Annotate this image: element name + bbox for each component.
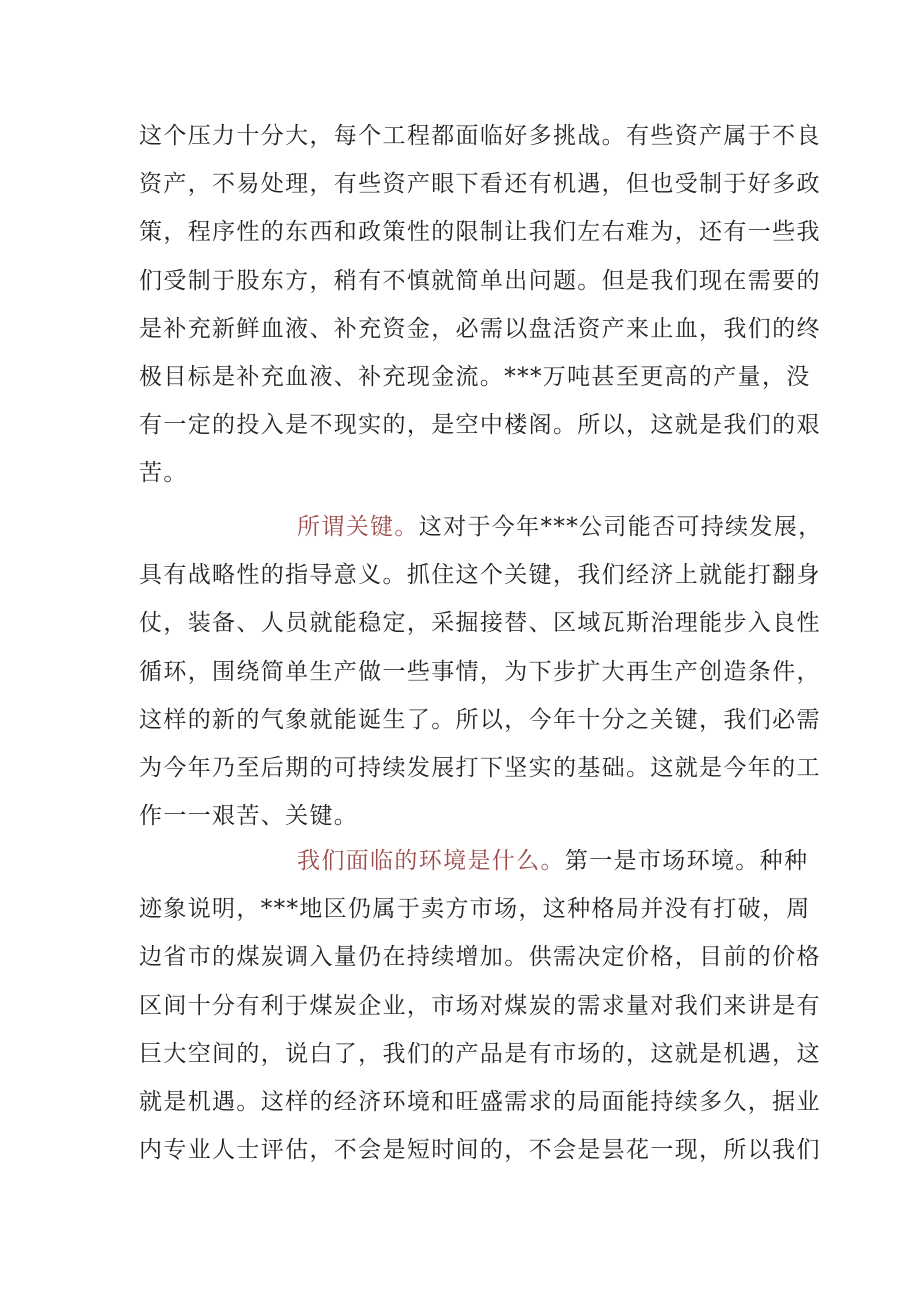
first-line-text: 这对于今年***公司能否可持续发展，: [418, 514, 823, 540]
text-line: 资产，不易处理，有些资产眼下看还有机遇，但也受制于好多政: [139, 171, 821, 198]
section-heading: 所谓关键。: [297, 514, 419, 540]
text-line: 具有战略性的指导意义。抓住这个关键，我们经济上就能打翻身: [139, 562, 821, 589]
first-line-text: 第一是市场环境。种种: [564, 848, 809, 874]
text-line: 这个压力十分大，每个工程都面临好多挑战。有些资产属于不良: [139, 123, 821, 149]
first-line: [139, 837, 809, 885]
section-heading: 我们面临的环境是什么。: [297, 848, 565, 874]
paragraph-environment: [139, 837, 821, 1174]
text-line: 是补充新鲜血液、补充资金，必需以盘活资产来止血，我们的终: [139, 315, 821, 342]
text-line: 这样的新的气象就能诞生了。所以，今年十分之关键，我们必需: [139, 706, 821, 733]
paragraph-pressure: [139, 112, 821, 498]
first-line: [139, 503, 823, 551]
text-line: 策，程序性的东西和政策性的限制让我们左右难为，还有一些我: [139, 219, 821, 246]
paragraph-key-point: [139, 503, 823, 840]
text-line: 们受制于股东方，稍有不慎就简单出问题。但是我们现在需要的: [139, 267, 821, 294]
text-line: 极目标是补充血液、补充现金流。***万吨甚至更高的产量，没: [139, 363, 811, 390]
text-line: 巨大空间的，说白了，我们的产品是有市场的，这就是机遇，这: [139, 1040, 821, 1067]
text-line: 内专业人士评估，不会是短时间的，不会是昙花一现，所以我们: [139, 1137, 821, 1164]
text-line: 边省市的煤炭调入量仍在持续增加。供需决定价格，目前的价格: [139, 944, 821, 971]
text-line: 为今年乃至后期的可持续发展打下坚实的基础。这就是今年的工: [139, 754, 821, 781]
text-line: 有一定的投入是不现实的，是空中楼阁。所以，这就是我们的艰: [139, 412, 821, 439]
text-line: 迹象说明，***地区仍属于卖方市场，这种格局并没有打破，周: [139, 896, 811, 923]
text-line: 区间十分有利于煤炭企业，市场对煤炭的需求量对我们来讲是有: [139, 992, 821, 1019]
text-line: 仗，装备、人员就能稳定，采掘接替、区域瓦斯治理能步入良性: [139, 610, 821, 637]
text-line: 作一一艰苦、关键。: [139, 803, 359, 830]
text-line: 循环，围绕简单生产做一些事情，为下步扩大再生产创造条件，: [139, 658, 821, 685]
text-line: 就是机遇。这样的经济环境和旺盛需求的局面能持续多久，据业: [139, 1088, 821, 1115]
text-line: 苦。: [139, 460, 188, 487]
